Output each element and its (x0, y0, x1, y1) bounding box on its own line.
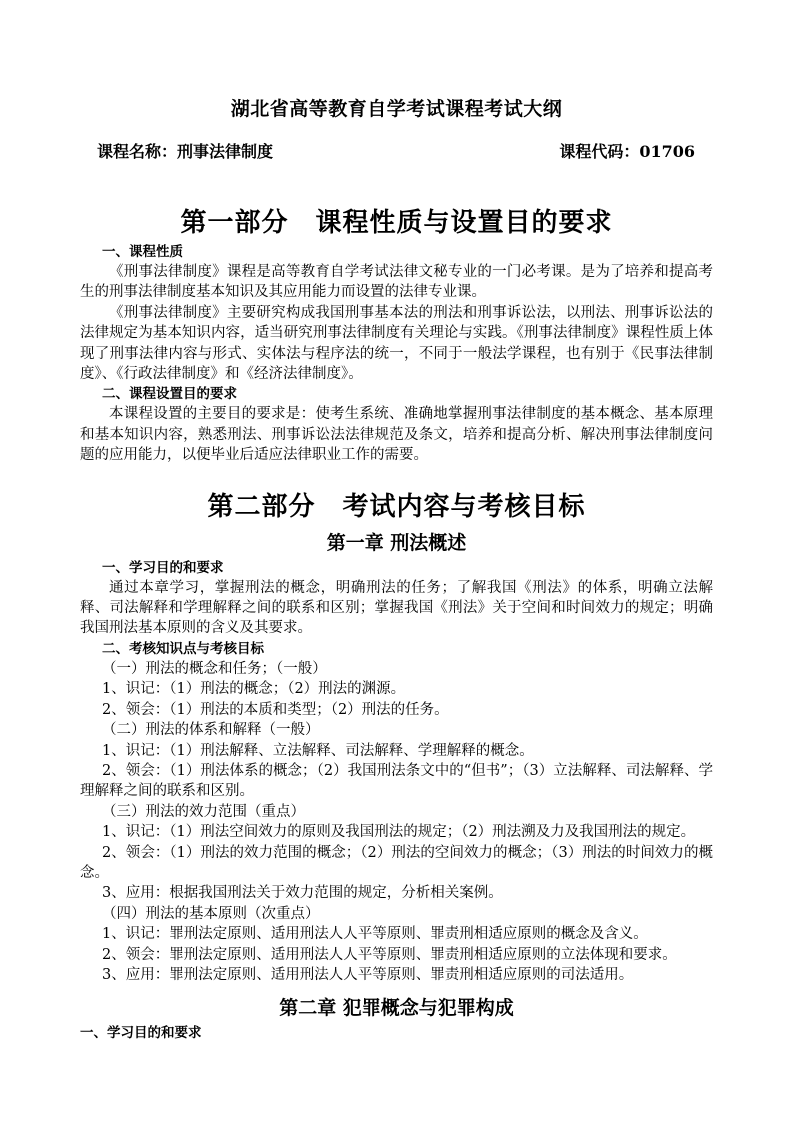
part-one-section-1-paragraph-2: 《刑事法律制度》主要研究构成我国刑事基本法的刑法和刑事诉讼法，以刑法、刑事诉讼法的法律规定为基本知识内容，适当研究刑事法律制度有关理论与实践。《刑事法律制度》课程性质上体现了刑事法律内容与形式、实体法与程序法的统一，不同于一般法学课程，也有别于《民事法律制度》、《行政法律制度》和《经济法律制度》。 (80, 304, 713, 383)
chapter-one-section-2-heading: 二、考核知识点与考核目标 (102, 640, 264, 657)
course-info-line (80, 122, 713, 164)
list-item: （一）刑法的概念和任务；（一般） (102, 660, 327, 677)
chapter-two-title: 第二章 犯罪概念与犯罪构成 (279, 997, 514, 1020)
list-item: 1、识记：罪刑法定原则、适用刑法人人平等原则、罪责刑相适应原则的概念及含义。 (102, 926, 648, 943)
part-two-heading: 第二部分 考试内容与考核目标 (207, 491, 586, 522)
course-name: 课程名称：刑事法律制度 (97, 142, 274, 161)
course-code (559, 140, 713, 164)
chapter-two-section-1-heading: 一、学习目的和要求 (80, 1025, 202, 1042)
list-item: 2、领会：（1）刑法的效力范围的概念；（2）刑法的空间效力的概念；（3）刑法的时间效力的概念。 (80, 844, 713, 881)
list-item: （四）刑法的基本原则（次重点） (102, 905, 320, 922)
list-item: （二）刑法的体系和解释（一般） (102, 722, 320, 739)
list-item: 2、领会：（1）刑法的本质和类型；（2）刑法的任务。 (102, 701, 449, 718)
chapter-one-section-1-paragraph: 通过本章学习，掌握刑法的概念，明确刑法的任务；了解我国《刑法》的体系，明确立法解释、司法解释和学理解释之间的联系和区别；掌握我国《刑法》关于空间和时间效力的规定；明确我国刑法基本原则的含义及其要求。 (80, 579, 713, 637)
part-one-section-2-heading: 二、课程设置目的要求 (102, 386, 237, 403)
chapter-one-section-1-heading: 一、学习目的和要求 (102, 559, 224, 576)
list-item: 1、识记：（1）刑法解释、立法解释、司法解释、学理解释的概念。 (102, 742, 534, 759)
part-one-section-1-paragraph-1: 《刑事法律制度》课程是高等教育自学考试法律文秘专业的一门必考课。是为了培养和提高考生的刑事法律制度基本知识及其应用能力而设置的法律专业课。 (80, 264, 713, 301)
chapter-one-knowledge-point-list (80, 659, 713, 986)
part-one-heading: 第一部分 课程性质与设置目的要求 (180, 208, 613, 238)
list-item: （三）刑法的效力范围（重点） (102, 803, 305, 820)
chapter-one-title: 第一章 刑法概述 (326, 531, 467, 554)
course-code-value: 01706 (639, 142, 695, 161)
list-item: 1、识记：（1）刑法的概念；（2）刑法的渊源。 (102, 681, 406, 698)
part-one-section-2-paragraph-1: 本课程设置的主要目的要求是：使考生系统、准确地掌握刑事法律制度的基本概念、基本原理和基本知识内容，熟悉刑法、刑事诉讼法法律规范及条文，培养和提高分析、解决刑事法律制度问题的应用能力，以便毕业后适应法律职业工作的需要。 (80, 406, 713, 464)
page-content (80, 0, 713, 1043)
list-item: 3、应用：根据我国刑法关于效力范围的规定，分析相关案例。 (102, 885, 503, 902)
list-item: 3、应用：罪刑法定原则、适用刑法人人平等原则、罪责刑相适应原则的司法适用。 (102, 966, 634, 983)
course-code-label: 课程代码： (559, 142, 640, 161)
document-title: 湖北省高等教育自学考试课程考试大纲 (230, 98, 563, 120)
list-item: 2、领会：（1）刑法体系的概念；（2）我国刑法条文中的“但书”；（3）立法解释、司法解释、学理解释之间的联系和区别。 (80, 762, 713, 800)
part-one-section-1-heading: 一、课程性质 (102, 244, 183, 260)
list-item: 2、领会：罪刑法定原则、适用刑法人人平等原则、罪责刑相适应原则的立法体现和要求。 (102, 946, 677, 963)
list-item: 1、识记：（1）刑法空间效力的原则及我国刑法的规定；（2）刑法溯及力及我国刑法的规定。 (102, 824, 696, 841)
